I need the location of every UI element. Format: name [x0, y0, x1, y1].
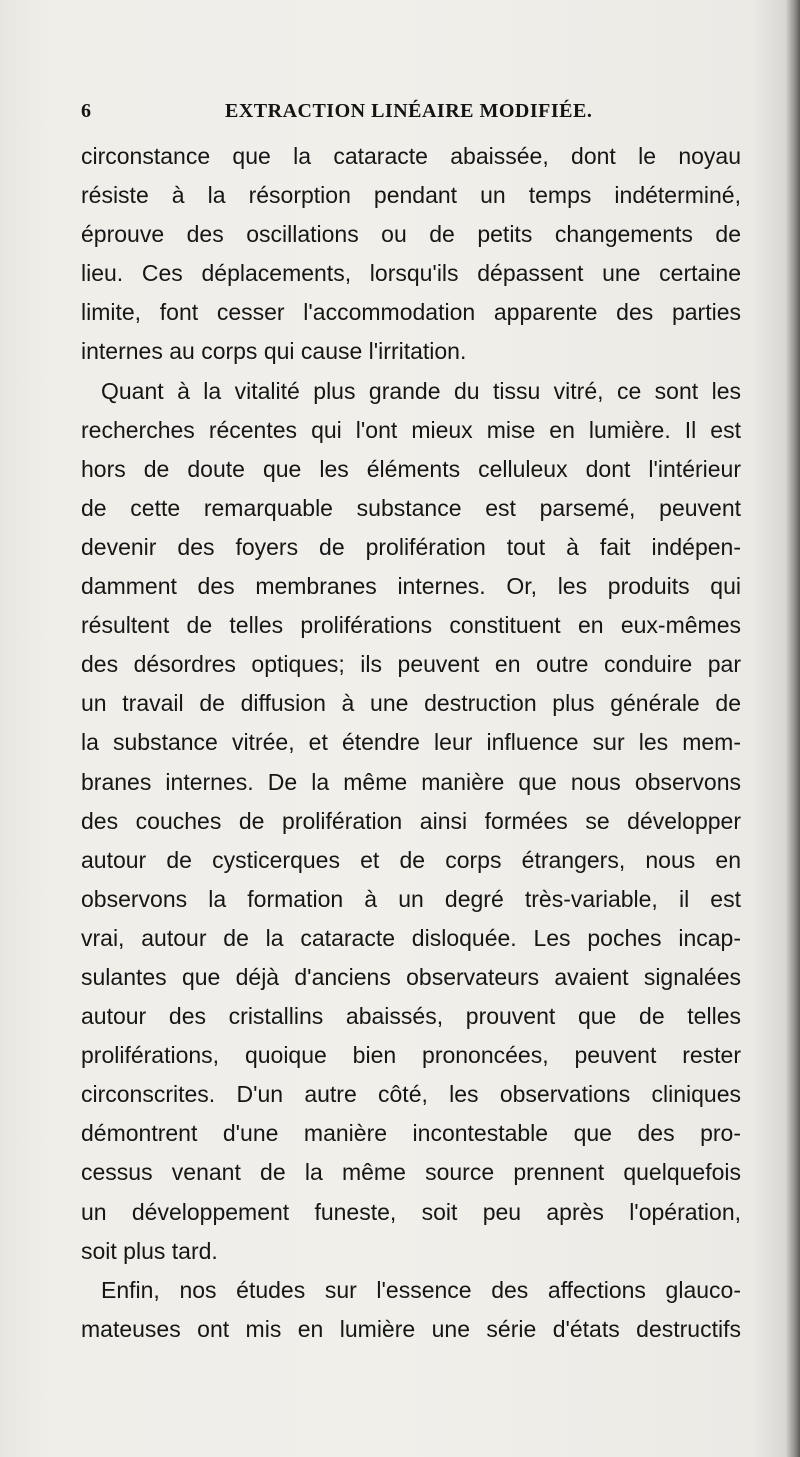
text-line: recherches récentes qui l'ont mieux mise en lumière. Il est	[81, 416, 741, 443]
page-edge-shadow	[786, 0, 800, 1457]
text-line: circonstance que la cataracte abaissée, dont le noyau	[81, 143, 741, 169]
paragraph	[81, 137, 741, 372]
running-head	[81, 96, 734, 126]
text-line: un développement funeste, soit peu après l'opération,	[81, 1198, 741, 1225]
text-line: éprouve des oscillations ou de petits changements de	[81, 221, 741, 248]
text-line: cessus venant de la même source prennent quelquefois	[81, 1159, 741, 1186]
text-line: vrai, autour de la cataracte disloquée. Les poches incap-	[81, 924, 741, 951]
page-number: 6	[81, 100, 91, 122]
body-text	[81, 137, 741, 1349]
text-line: proliférations, quoique bien prononcées, peuvent rester	[81, 1042, 741, 1069]
text-line: circonscrites. D'un autre côté, les observations cliniques	[81, 1081, 741, 1108]
running-head-title: EXTRACTION LINÉAIRE MODIFIÉE.	[225, 100, 593, 122]
text-line: des couches de prolifération ainsi formées se développer	[81, 807, 741, 834]
text-line: mateuses ont mis en lumière une série d'états destructifs	[81, 1315, 741, 1342]
text-line: limite, font cesser l'accommodation apparente des parties	[81, 299, 741, 326]
paragraph	[81, 1271, 741, 1349]
text-line: Quant à la vitalité plus grande du tissu vitré, ce sont les	[101, 377, 741, 404]
text-line: internes au corps qui cause l'irritation.	[81, 338, 467, 365]
text-line: de cette remarquable substance est parsemé, peuvent	[81, 494, 741, 521]
text-line: Enfin, nos études sur l'essence des affections glauco-	[101, 1276, 741, 1303]
text-line: un travail de diffusion à une destruction plus générale de	[81, 690, 741, 717]
text-line: démontrent d'une manière incontestable que des pro-	[81, 1120, 741, 1147]
text-line: autour de cysticerques et de corps étrangers, nous en	[81, 846, 741, 873]
text-line: résiste à la résorption pendant un temps indéterminé,	[81, 182, 741, 209]
text-line: devenir des foyers de prolifération tout à fait indépen-	[81, 533, 741, 560]
text-line: résultent de telles proliférations constituent en eux-mêmes	[81, 612, 741, 639]
text-line: autour des cristallins abaissés, prouvent que de telles	[81, 1003, 741, 1030]
paragraph	[81, 372, 741, 1271]
text-line: branes internes. De la même manière que nous observons	[81, 768, 741, 795]
text-line: hors de doute que les éléments celluleux dont l'intérieur	[81, 455, 741, 482]
text-line: observons la formation à un degré très-variable, il est	[81, 885, 741, 912]
text-line: la substance vitrée, et étendre leur influence sur les mem-	[81, 729, 741, 756]
text-line: lieu. Ces déplacements, lorsqu'ils dépassent une certaine	[81, 260, 741, 287]
text-line: soit plus tard.	[81, 1237, 218, 1264]
text-line: des désordres optiques; ils peuvent en outre conduire par	[81, 651, 741, 678]
text-line: damment des membranes internes. Or, les produits qui	[81, 573, 741, 600]
text-line: sulantes que déjà d'anciens observateurs avaient signalées	[81, 963, 741, 990]
